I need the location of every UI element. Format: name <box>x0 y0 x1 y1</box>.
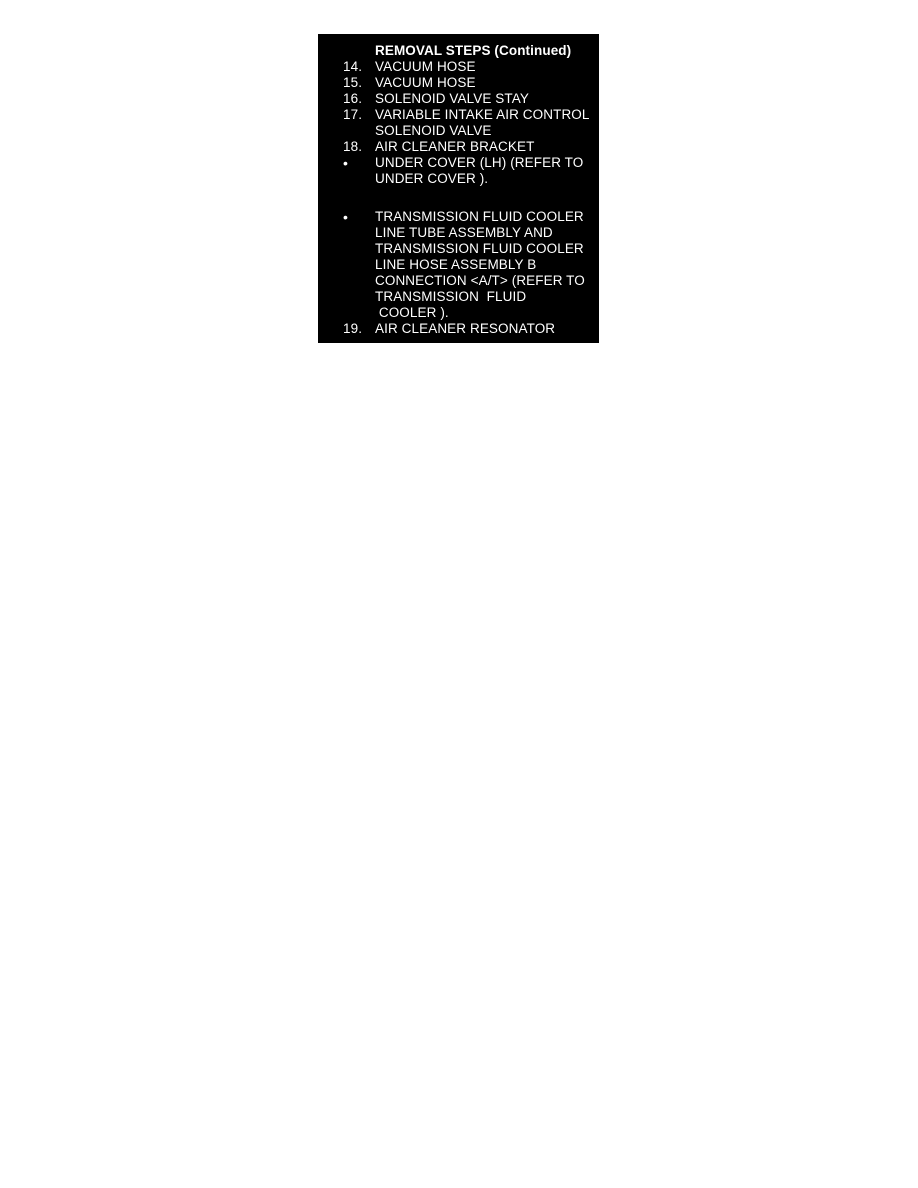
step-text <box>375 75 599 91</box>
step-text-line: LINE TUBE ASSEMBLY AND <box>375 225 553 240</box>
step-text-line: UNDER COVER ). <box>375 171 489 186</box>
step-text-line: VACUUM HOSE <box>375 75 476 90</box>
step-text-line: TRANSMISSION FLUID <box>375 289 527 304</box>
step-text <box>375 155 599 187</box>
removal-step-row <box>343 91 599 107</box>
step-text-line: TRANSMISSION FLUID COOLER <box>375 209 584 224</box>
step-text <box>375 209 599 321</box>
step-text-line: SOLENOID VALVE STAY <box>375 91 529 106</box>
step-number: 18. <box>343 139 363 154</box>
step-text-line: CONNECTION <A/T> (REFER TO <box>375 273 585 288</box>
step-text-line: UNDER COVER (LH) (REFER TO <box>375 155 584 170</box>
step-text-line: TRANSMISSION FLUID COOLER <box>375 241 584 256</box>
step-text <box>375 139 599 155</box>
removal-step-row <box>343 209 599 321</box>
step-text-line: VACUUM HOSE <box>375 59 476 74</box>
removal-steps-list <box>343 59 599 337</box>
step-text-line: VARIABLE INTAKE AIR CONTROL <box>375 107 590 122</box>
panel-title: REMOVAL STEPS (Continued) <box>375 43 572 58</box>
step-number: 19. <box>343 321 363 336</box>
removal-step-row <box>343 321 599 337</box>
removal-step-row <box>343 59 599 75</box>
step-text-line: SOLENOID VALVE <box>375 123 492 138</box>
removal-step-row <box>343 155 599 187</box>
step-text-line: AIR CLEANER BRACKET <box>375 139 535 154</box>
step-text <box>375 91 599 107</box>
removal-steps-panel <box>318 34 599 343</box>
step-text-line: LINE HOSE ASSEMBLY B <box>375 257 537 272</box>
step-number: 14. <box>343 59 363 74</box>
step-text <box>375 107 599 139</box>
removal-step-row <box>343 139 599 155</box>
step-number: 15. <box>343 75 363 90</box>
bullet-marker: • <box>343 155 349 171</box>
step-text <box>375 59 599 75</box>
removal-step-row <box>343 75 599 91</box>
removal-step-row <box>343 107 599 139</box>
step-number: 16. <box>343 91 363 106</box>
step-number: 17. <box>343 107 363 122</box>
step-text <box>375 321 599 337</box>
step-text-line: COOLER ). <box>375 305 449 320</box>
bullet-marker: • <box>343 209 349 225</box>
step-text-line: AIR CLEANER RESONATOR <box>375 321 556 336</box>
